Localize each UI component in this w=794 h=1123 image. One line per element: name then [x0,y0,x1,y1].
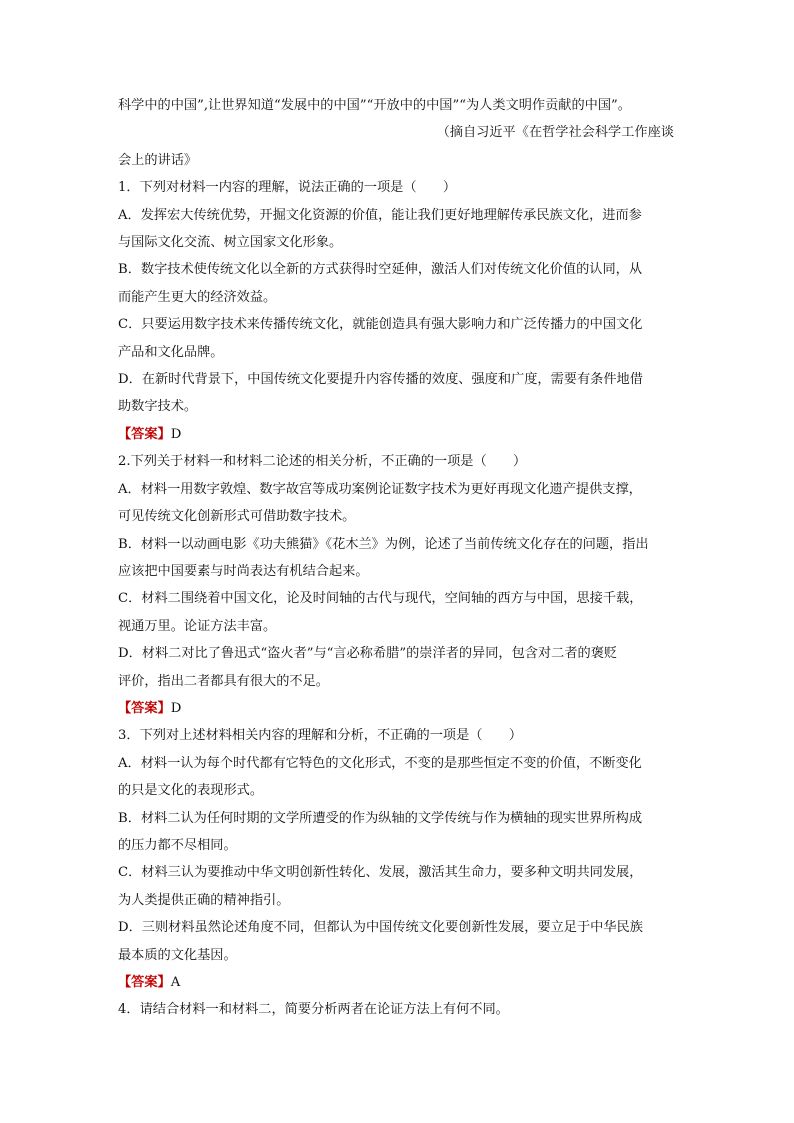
source-citation-cont: 会上的讲话》 [118,152,198,168]
answer-label: 【答案】 [118,700,171,716]
question-2-stem: 2.下列关于材料一和材料二论述的相关分析，不正确的一项是（ ） [118,454,527,470]
question-1-option-b: B．数字技术使传统文化以全新的方式获得时空延伸，激活人们对传统文化价值的认同，从 而能产生更大的经济效益。 [118,262,642,305]
question-2-answer [118,695,674,722]
answer-value: D [170,426,182,442]
answer-value: A [170,975,181,990]
question-3-answer [118,969,674,996]
answer-value: D [170,700,182,716]
question-3-option-c: C．材料三认为要推动中华文明创新性转化、发展，激活其生命力，要多种文明共同发展， 为人类提供正确的精神指引。 [118,865,643,908]
question-2-option-a: A．材料一用数字敦煌、数字故宫等成功案例论证数字技术为更好再现文化遗产提供支撑， 可见传统文化创新形式可借助数字技术。 [118,481,642,525]
source-citation: （摘自习近平《在哲学社会科学工作座谈 [436,125,674,141]
question-1-stem: 1．下列对材料一内容的理解，说法正确的一项是（ ） [118,180,457,196]
question-1-option-c: C．只要运用数字技术来传播传统文化，就能创造具有强大影响力和广泛传播力的中国文化 产品和文化品牌。 [118,317,643,360]
answer-label: 【答案】 [118,426,171,442]
question-1-option-a: A．发挥宏大传统优势，开掘文化资源的价值，能让我们更好地理解传承民族文化，进而参 与国际文化交流、树立国家文化形象。 [118,207,642,251]
question-2-option-c: C．材料二围绕着中国文化，论及时间轴的古代与现代，空间轴的西方与中国，思接千载， 视通万里。论证方法丰富。 [118,591,643,634]
question-3-stem: 3．下列对上述材料相关内容的理解和分析，不正确的一项是（ ） [118,728,523,744]
intro-line: 科学中的中国”,让世界知道“发展中的中国”“开放中的中国”“为人类文明作贡献的中国”。 [118,98,631,113]
question-3-option-b: B．材料二认为任何时期的文学所遭受的作为纵轴的文学传统与作为横轴的现实世界所构成 的压力都不尽相同。 [118,810,642,853]
question-4-stem: 4．请结合材料一和材料二，简要分析两者在论证方法上有何不同。 [118,1002,509,1018]
question-3-option-d: D．三则材料虽然论述角度不同，但都认为中国传统文化要创新性发展，要立足于中华民族 最本质的文化基因。 [118,920,643,963]
question-2-option-b: B．材料一以动画电影《功夫熊猫》《花木兰》为例，论述了当前传统文化存在的问题，指出 应该把中国要素与时尚表达有机结合起来。 [118,536,649,579]
answer-label: 【答案】 [118,975,171,990]
question-1-option-d: D．在新时代背景下，中国传统文化要提升内容传播的效度、强度和广度，需要有条件地借 助数字技术。 [118,372,643,415]
question-1-answer [118,421,674,448]
document-page [118,92,674,1024]
question-2-option-d: D．材料二对比了鲁迅式“盗火者”与“言必称希腊”的崇洋者的异同，包含对二者的褒贬 评价，指出二者都具有很大的不足。 [118,646,618,689]
question-3-option-a: A．材料一认为每个时代都有它特色的文化形式，不变的是那些恒定不变的价值，不断变化 的只是文化的表现形式。 [118,755,642,799]
